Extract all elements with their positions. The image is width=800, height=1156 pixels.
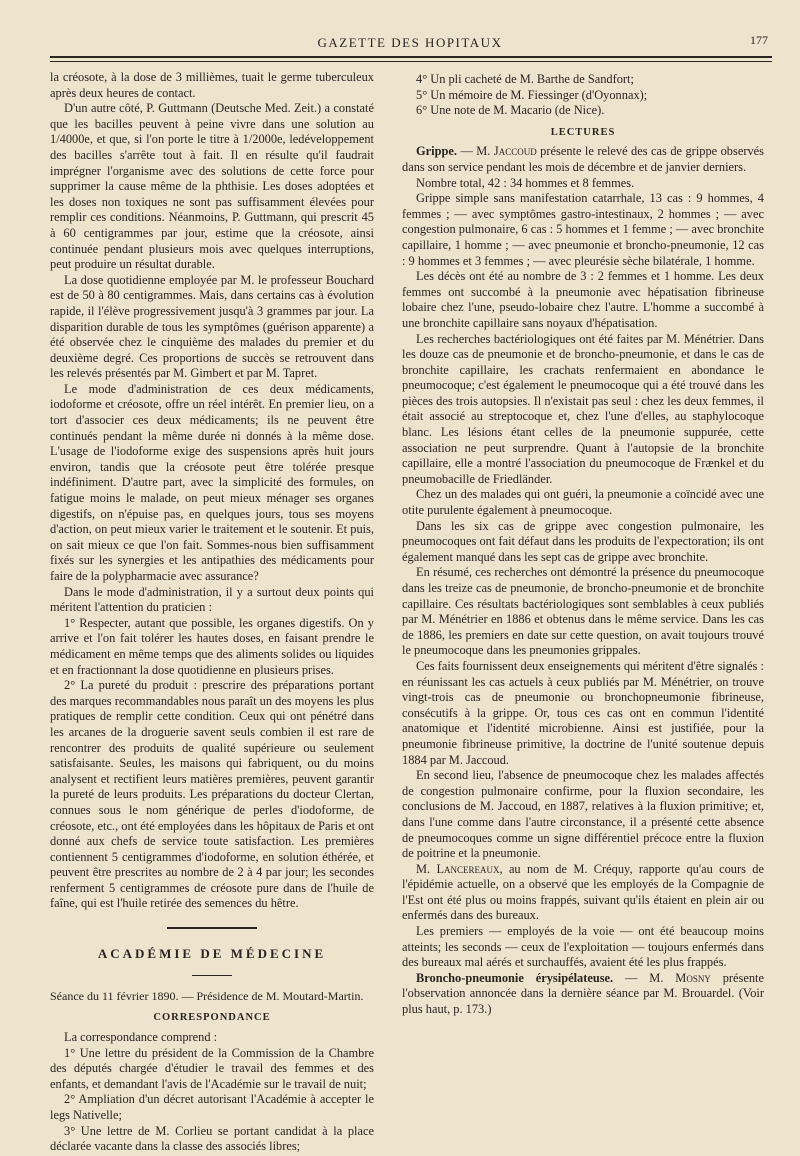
paragraph: Nombre total, 42 : 34 hommes et 8 femmes. bbox=[416, 175, 635, 190]
header-rule-thin bbox=[50, 61, 772, 62]
header-rule bbox=[50, 56, 772, 58]
broncho-heading: Broncho-pneumonie érysipélateuse. bbox=[416, 970, 614, 985]
academy-section-title: ACADÉMIE DE MÉDECINE bbox=[97, 945, 327, 961]
correspondence-title: CORRESPONDANCE bbox=[153, 1012, 271, 1024]
lancereaux-author: M. Lancereaux, bbox=[416, 861, 503, 876]
left-column bbox=[50, 70, 374, 1155]
paragraph: la créosote, à la dose de 3 millièmes, tuait le germe tuberculeux après deux heures de contact. bbox=[50, 70, 374, 100]
page-number: 177 bbox=[750, 33, 768, 47]
list-item: 6° Une note de M. Macario (de Nice). bbox=[416, 103, 605, 118]
short-rule bbox=[50, 965, 374, 981]
paragraph: Les décès ont été au nombre de 3 : 2 femmes et 1 homme. Les deux femmes ont succombé à la pneumonie avec hépatisation fibrineuse lobaire chez l'une, pseudo-lobaire chez l'autre. L'homme a succombé à une bronchite capillaire sans noyaux d'hépatisation. bbox=[402, 269, 764, 330]
list-item: 5° Un mémoire de M. Fiessinger (d'Oyonnax); bbox=[416, 87, 648, 102]
grippe-author: — M. Jaccoud bbox=[460, 144, 537, 159]
broncho-paragraph bbox=[402, 971, 764, 1018]
paragraph: Chez un des malades qui ont guéri, la pneumonie a coïncidé avec une otite purulente également à pneumocoque. bbox=[402, 487, 764, 518]
paragraph: D'un autre côté, P. Guttmann (Deutsche Med. Zeit.) a constaté que les bacilles peuvent à peine vivre dans une solution au 1/4000e, et que, si l'on porte le titre à 1/2000e, ledéveloppement des bacilles s'arrête tout à fait. Il en résulte qu'il faudrait imprégner l'organisme avec des solutions de cette force pour supprimer la cause même de la phthisie. Les doses adoptées et les doses non toxiques ne sont pas suffisamment élevées pour remplir ces conditions. Néanmoins, P. Guttmann, qui prescrit 45 à 60 centigrammes par jour, estime que la créosote, ainsi continuée pendant plusieurs mois avec quelques interruptions, peut produire un résultat durable. bbox=[50, 101, 374, 272]
right-column bbox=[402, 72, 764, 1018]
broncho-text: présente l'observation annoncée dans la dernière séance par M. Brouardel. (Voir plus haut, p. 173.) bbox=[402, 970, 764, 1017]
paragraph: Ces faits fournissent deux enseignements qui méritent d'être signalés : en réunissant les cas actuels à ceux publiés par M. Ménétrier, on trouve vingt-trois cas de pneumonie ou bronchopneumonie fibrineuse, consécutifs à la grippe. Or, tous ces cas ont en commun l'identité anatomique et l'identité microbienne. Ainsi est justifiée, pour la pneumonie fibrineuse primitive, la doctrine de l'unité soutenue depuis 1884 par M. Jaccoud. bbox=[402, 658, 764, 767]
paragraph: Dans le mode d'administration, il y a surtout deux points qui méritent l'attention du praticien : bbox=[50, 584, 374, 615]
lancereaux-text: au nom de M. Créquy, rapporte qu'au cours de l'épidémie actuelle, on a observé que les employés de la Compagnie de l'Est ont été plus ou moins frappés, suivant qu'ils étaient en plein air ou enfermés dans des bureaux. bbox=[402, 861, 764, 923]
paragraph: La dose quotidienne employée par M. le professeur Bouchard est de 50 à 80 centigrammes. Mais, dans certains cas à évolution rapide, il l'élève progressivement jusqu'à 3 grammes par jour. La disparition durable de tous les symptômes (guérison apparente) a été observée chez le cinquième des malades du premier et du deuxième degré. Ces proportions de succès se retrouvent dans les relevés présentés par M. Gimbert et par M. Tapret. bbox=[50, 272, 374, 381]
list-item: 3° Une lettre de M. Corlieu se portant candidat à la place déclarée vacante dans la classe des associés libres; bbox=[50, 1123, 374, 1154]
grippe-heading: Grippe. bbox=[416, 144, 457, 159]
paragraph: En résumé, ces recherches ont démontré la présence du pneumocoque dans les treize cas de pneumonie, de broncho-pneumonie et de bronchite capillaire. Ces résultats bactériologiques sont semblables à ceux publiés par M. Ménétrier en 1886 et obtenus dans le même service. Dans les cas de 1886, les premiers en date sur cette question, on avait toujours trouvé le pneumocoque dans les pneumonies grippales. bbox=[402, 565, 764, 658]
page-header bbox=[52, 33, 768, 53]
list-item: 2° Ampliation d'un décret autorisant l'Académie à accepter le legs Nativelle; bbox=[50, 1092, 374, 1122]
lancereaux-paragraph bbox=[402, 862, 764, 924]
broncho-author: — M. Mosny bbox=[625, 970, 711, 985]
lectures-title: LECTURES bbox=[550, 126, 616, 138]
paragraph: 1° Respecter, autant que possible, les organes digestifs. On y arrive et l'on fait tolérer les hautes doses, en faisant prendre le médicament en même temps que des aliments solides ou liquides et en fractionnant la dose quotidienne en plusieurs prises. bbox=[50, 615, 374, 677]
paragraph: En second lieu, l'absence de pneumocoque chez les malades affectés de congestion pulmonaire confirme, pour la fluxion secondaire, les conclusions de M. Jaccoud, en 1887, relatives à la fluxion primitive; et, dans l'une comme dans l'autre circonstance, il a présenté cette absence de pneumocoques comme un signe différentiel précoce entre la fluxion de poitrine et la pneumonie. bbox=[402, 768, 764, 861]
paragraph: Dans les six cas de grippe avec congestion pulmonaire, les pneumocoques ont fait défaut dans les produits de l'expectoration; ils ont également manqué dans les sept cas de grippe avec bronchite. bbox=[402, 518, 764, 564]
paragraph: Les recherches bactériologiques ont été faites par M. Ménétrier. Dans les douze cas de pneumonie et de broncho-pneumonie, et dans le cas de bronchite capillaire, les crachats renfermaient en abondance le pneumocoque; c'est également le pneumocoque qui a été trouvé dans les pièces des trois autopsies. Il n'existait pas seul : chez les deux femmes, il était associé au streptocoque et, chez l'une d'elles, au staphylocoque blanc. Les lésions étant celles de la pneumonie suppurée, cette association ne peut surprendre. Quant à l'autopsie de la bronchite capillaire, elle a montré l'association du pneumocoque de Frænkel et du pneumobacille de Friedländer. bbox=[402, 331, 764, 486]
paragraph: Grippe simple sans manifestation catarrhale, 13 cas : 9 hommes, 4 femmes ; — avec symptômes gastro-intestinaux, 2 hommes ; — avec congestion pulmonaire, 6 cas : 5 hommes et 1 femme ; — avec bronchite capillaire, 1 homme ; — avec pneumonie et broncho-pneumonie, 12 cas : 9 hommes et 3 femmes ; — avec pleurésie sèche bilatérale, 1 homme. bbox=[402, 191, 764, 268]
paragraph: Les premiers — employés de la voie — ont été beaucoup moins atteints; les seconds — ceux de l'exploitation — toujours enfermés dans des bureaux mal aérés et surchauffés, avaient été les plus frappés. bbox=[402, 924, 764, 970]
list-item: 1° Une lettre du président de la Commission de la Chambre des députés chargée d'étudier le travail des femmes et des enfants, et demandant l'avis de l'Académie sur le travail de nuit; bbox=[50, 1045, 374, 1091]
grippe-text: présente le relevé des cas de grippe observés dans son service pendant les mois de décembre et de janvier derniers. bbox=[402, 144, 764, 174]
journal-title: GAZETTE DES HOPITAUX bbox=[317, 35, 503, 50]
grippe-paragraph bbox=[402, 144, 764, 175]
list-item: La correspondance comprend : bbox=[64, 1030, 218, 1045]
paragraph: Le mode d'administration de ces deux médicaments, iodoforme et créosote, offre un réel intérêt. En premier lieu, on a tort d'associer ces deux médicaments; ils ne peuvent être continués pendant la même durée ni donnés à la même dose. L'usage de l'iodoforme exige des suspensions après huit jours environ, tandis que la créosote peut être tolérée presque indéfiniment. D'autre part, avec la simplicité des formules, on fatigue moins le malade, on peut mieux ménager ses organes digestifs, on n'épuise pas, en quelques jours, tous ses moyens d'action, on peut mieux varier le traitement et le soutenir. Et puis, on sait mieux ce que l'on fait. Sommes-nous bien suffisamment fixés sur les synergies et les antipathies des médicaments pour faire de la polypharmacie avec assurance? bbox=[50, 381, 374, 583]
session-line: Séance du 11 février 1890. — Présidence de M. Moutard-Martin. bbox=[50, 988, 364, 1003]
list-item: 4° Un pli cacheté de M. Barthe de Sandfort; bbox=[416, 72, 634, 86]
section-divider bbox=[50, 920, 374, 936]
paragraph: 2° La pureté du produit : prescrire des préparations portant des marques recommandables nous paraît un des moyens les plus pratiques de remplir cette condition. Ceux qui ont pénétré dans les arcanes de la droguerie savent seuls combien il est rare de rencontrer des produits de qualité supérieure ou seulement satisfaisante. Seules, les maisons qui fabriquent, ou du moins analysent et rectifient leurs matières premières, peuvent garantir la pureté de leurs produits. Les préparations du docteur Clertan, connues sous le nom générique de perles d'iodoforme, de créosote, etc., ont été employées dans les hôpitaux de Paris et ont donné aux chefs de service toute satisfaction. Les premières contiennent 5 centigrammes d'iodoforme, en solution éthérée, et peuvent être prescrites au nombre de 2 à 4 par jour; les secondes renferment 5 centigrammes de créosote pure dans de l'huile de faîne, qui est l'huile retirée des semences du hêtre. bbox=[50, 678, 374, 911]
